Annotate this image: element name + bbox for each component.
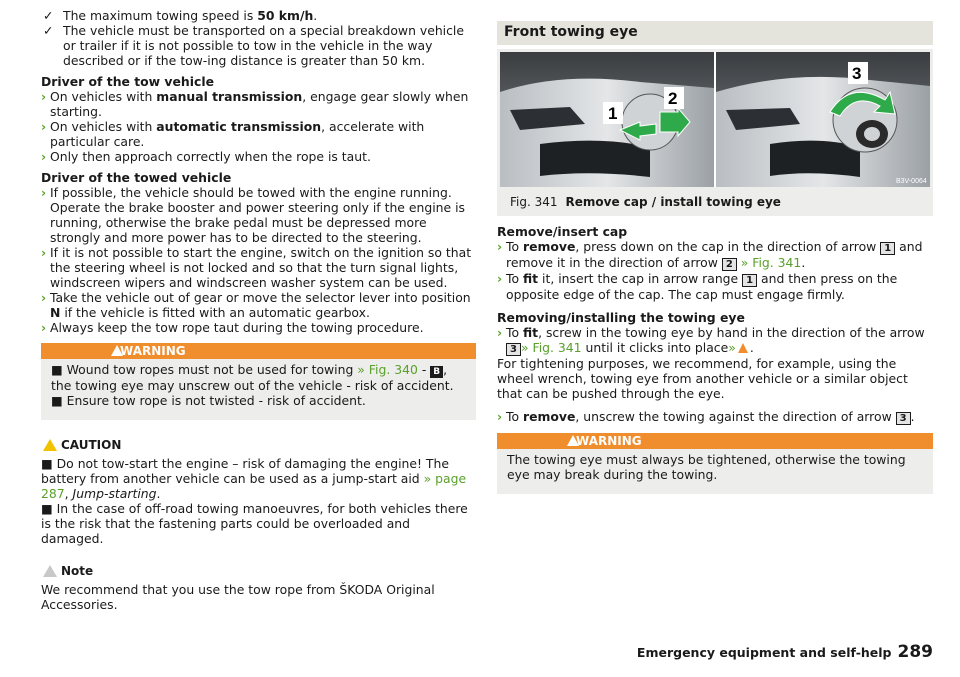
chevron-right-icon: › (41, 149, 47, 164)
warning-link[interactable]: » (728, 340, 736, 355)
chevron-right-icon: › (497, 271, 503, 286)
warning-box (41, 343, 476, 420)
caution-icon (43, 439, 57, 451)
figure-341 (497, 49, 933, 216)
arrow-1-label: 1 (880, 242, 895, 255)
figure-caption-text: Remove cap / install towing eye (565, 195, 781, 209)
arrow-1-label: 1 (742, 274, 757, 287)
tow-vehicle-step: › On vehicles with automatic transmission, accelerate with particular care. (41, 119, 425, 149)
caution-text-1: ■ Do not tow-start the engine – risk of damaging the engine! The battery from another vehicle can be used as a jump-start aid » page 287, Jump-starting. (41, 456, 467, 501)
left-column (41, 0, 476, 612)
note-text: We recommend that you use the tow rope from ŠKODA Original Accessories. (41, 582, 435, 612)
label-b-box: B (430, 366, 443, 378)
fig-341-link[interactable]: » Fig. 341 (520, 340, 582, 355)
car-front-illustration (500, 52, 930, 187)
figure-label-2: 2 (668, 89, 678, 108)
tightening-paragraph: For tightening purposes, we recommend, for example, using the wheel wrench, towing eye from another vehicle or a similar object that can be pushed through the eye. (497, 356, 908, 401)
section-title-bar (497, 21, 933, 45)
chevron-right-icon: › (41, 245, 47, 260)
section-title: Front towing eye (504, 24, 638, 40)
check-item-transport: ✓ The vehicle must be transported on a special breakdown vehicle or trailer if it is not possible to tow in the vehicle in the way described or if the tow-ing distance is greater than 50 km. (43, 23, 464, 68)
arrow-3-label: 3 (896, 412, 911, 425)
warning-header: WARNING (41, 343, 476, 359)
chevron-right-icon: › (497, 409, 503, 424)
caution-text-2: ■ In the case of off-road towing manoeuvres, for both vehicles there is the risk that the fastening parts could be overloaded and damaged. (41, 501, 468, 546)
tow-vehicle-step: › On vehicles with manual transmission, engage gear slowly when starting. (41, 89, 469, 119)
towing-eye-step: › To remove, unscrew the towing against the direction of arrow 3 . (497, 409, 915, 424)
check-item-speed: ✓ The maximum towing speed is 50 km/h. (43, 8, 318, 23)
towed-vehicle-step: › If possible, the vehicle should be towed with the engine running. Operate the brake booster and power steering only if the engine is running, otherwise the brake pedal must be depressed more strongly and more power has to be directed to the steering. (41, 185, 465, 245)
fig-340-link[interactable]: » Fig. 340 (357, 362, 418, 377)
figure-image (500, 52, 930, 187)
warning-body: ■ Wound tow ropes must not be used for towing » Fig. 340 - B , the towing eye may unscrew out of the vehicle - risk of accident. ■ Ensure tow rope is not twisted - risk of accident. (51, 362, 454, 408)
arrow-2-label: 2 (722, 258, 737, 271)
chevron-right-icon: › (497, 325, 503, 340)
towing-eye-heading: Removing/installing the towing eye (497, 310, 745, 325)
page-footer (636, 642, 933, 662)
fig-341-link[interactable]: » Fig. 341 (736, 255, 802, 270)
figure-number: Fig. 341 (510, 195, 558, 209)
figure-code: B3V-0064 (896, 178, 927, 185)
arrow-3-label: 3 (506, 343, 521, 356)
chevron-right-icon: › (41, 290, 47, 305)
towed-vehicle-heading: Driver of the towed vehicle (41, 170, 232, 185)
chevron-right-icon: › (497, 239, 503, 254)
towing-eye-step: › To fit, screw in the towing eye by hand in the direction of the arrow 3 » Fig. 341 until it clicks into place» . (497, 325, 925, 355)
figure-label-3: 3 (852, 64, 862, 83)
towed-vehicle-step: › If it is not possible to start the engine, switch on the ignition so that the steering wheel is not locked and so that the turn signal lights, windscreen wipers and windscreen washer system can be used. (41, 245, 472, 290)
remove-cap-heading: Remove/insert cap (497, 224, 628, 239)
tow-vehicle-heading: Driver of the tow vehicle (41, 74, 214, 89)
footer-section: Emergency equipment and self-help (636, 645, 892, 660)
check-icon: ✓ (43, 8, 54, 23)
towed-vehicle-step: › Take the vehicle out of gear or move the selector lever into position N if the vehicle is fitted with an automatic gearbox. (41, 290, 471, 320)
warning-header: WARNING (497, 433, 933, 449)
chevron-right-icon: › (41, 320, 47, 335)
right-column (497, 0, 933, 494)
figure-label-1: 1 (608, 104, 618, 123)
chevron-right-icon: › (41, 185, 47, 200)
warning-icon (738, 343, 748, 353)
chevron-right-icon: › (41, 119, 47, 134)
caution-header: CAUTION (41, 437, 476, 453)
chevron-right-icon: › (41, 89, 47, 104)
remove-cap-step: › To fit it, insert the cap in arrow range 1 and then press on the opposite edge of the cap. The cap must engage firmly. (497, 271, 898, 302)
figure-caption (500, 187, 930, 216)
page-number: 289 (897, 642, 933, 662)
warning-body: The towing eye must always be tightened, otherwise the towing eye may break during the towing. (507, 452, 906, 482)
note-icon (43, 565, 57, 577)
tow-vehicle-step: › Only then approach correctly when the rope is taut. (41, 149, 371, 164)
note-header: Note (41, 563, 476, 579)
towed-vehicle-step: › Always keep the tow rope taut during the towing procedure. (41, 320, 424, 335)
remove-cap-step: › To remove, press down on the cap in the direction of arrow 1 and remove it in the direction of arrow 2 » Fig. 341. (497, 239, 923, 270)
check-icon: ✓ (43, 23, 54, 38)
warning-box-right (497, 433, 933, 494)
page-287-link[interactable]: » page 287 (41, 471, 467, 501)
